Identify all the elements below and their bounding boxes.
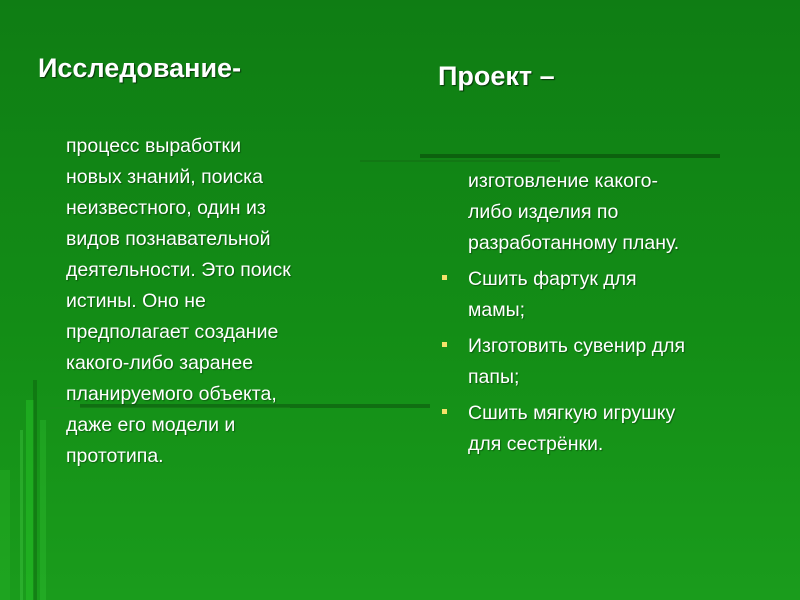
decorative-stripe <box>0 470 10 600</box>
list-item <box>468 264 788 326</box>
definition-line: истины. Оно не <box>66 290 206 312</box>
definition-line: процесс выработки <box>66 135 241 157</box>
definition-line: разработанному плану. <box>468 232 680 254</box>
definition-line: неизвестного, один из <box>66 197 266 219</box>
definition-line: либо изделия по <box>468 201 619 223</box>
definition-line: даже его модели и <box>66 414 236 436</box>
list-item-line: мамы; <box>468 299 526 321</box>
decorative-stripe <box>33 380 37 600</box>
list-item-line: Изготовить сувенир для <box>468 335 686 357</box>
definition-line: деятельности. Это поиск <box>66 259 291 281</box>
decorative-stripe <box>420 154 720 158</box>
research-definition <box>66 131 396 472</box>
square-bullet-icon <box>442 342 447 347</box>
decorative-stripe <box>26 400 34 600</box>
definition-line: прототипа. <box>66 445 164 467</box>
list-item-line: Сшить фартук для <box>468 268 637 290</box>
definition-line: изготовление какого- <box>468 170 658 192</box>
square-bullet-icon <box>442 275 447 280</box>
list-item <box>468 331 788 393</box>
list-item-line: для сестрёнки. <box>468 433 604 455</box>
project-heading: Проект – <box>438 61 555 91</box>
decorative-stripe <box>20 430 23 600</box>
list-item-line: Сшить мягкую игрушку <box>468 402 676 424</box>
definition-line: какого-либо заранее <box>66 352 254 374</box>
list-item-line: папы; <box>468 366 520 388</box>
definition-line: новых знаний, поиска <box>66 166 263 188</box>
definition-line: планируемого объекта, <box>66 383 277 405</box>
research-heading: Исследование- <box>38 53 242 83</box>
project-definition <box>468 166 788 460</box>
definition-line: видов познавательной <box>66 228 271 250</box>
decorative-stripe <box>40 420 46 600</box>
project-examples-list <box>468 264 788 460</box>
square-bullet-icon <box>442 409 447 414</box>
definition-line: предполагает создание <box>66 321 279 343</box>
list-item <box>468 398 788 460</box>
